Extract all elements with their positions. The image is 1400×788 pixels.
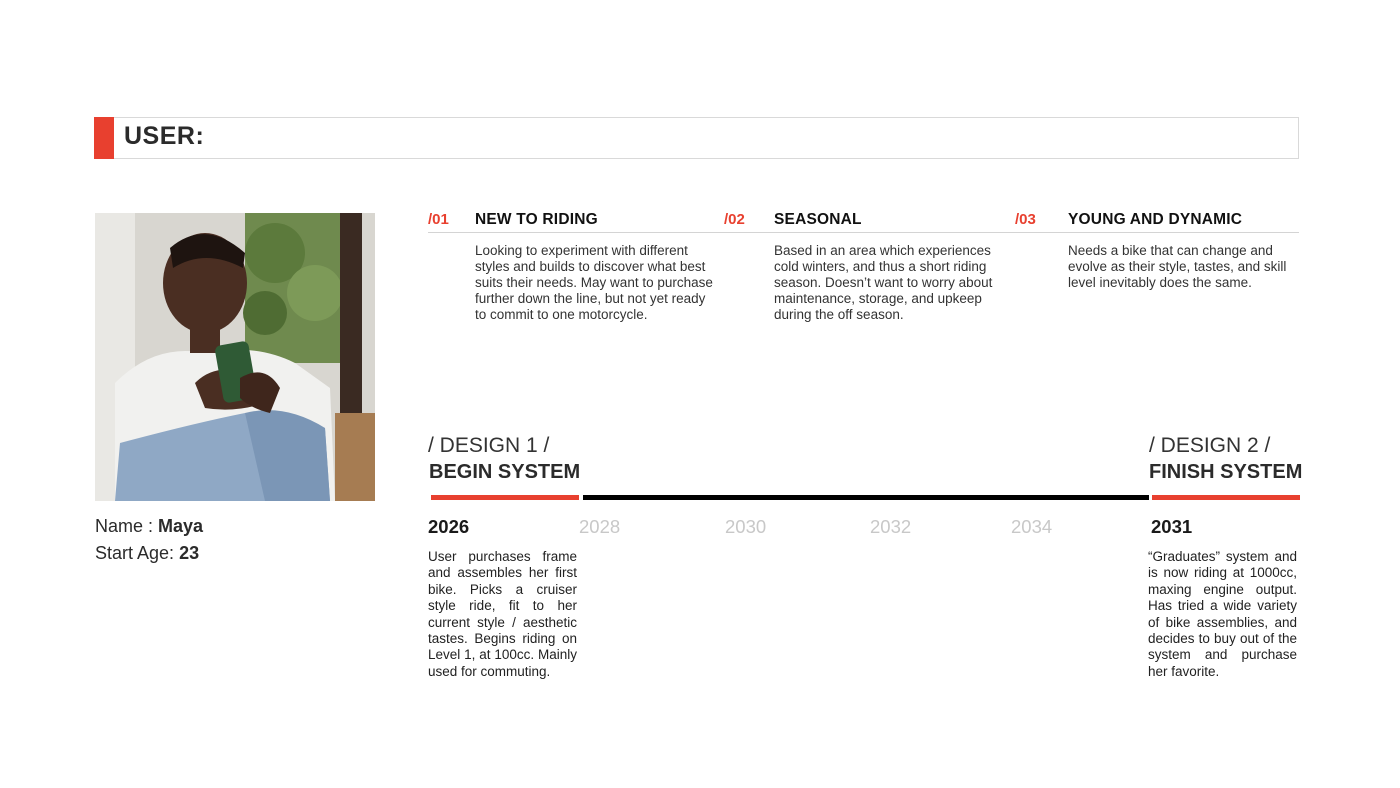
timeline-year: 2032 xyxy=(870,516,912,537)
design-1-label: / DESIGN 1 / xyxy=(428,434,550,457)
trait-3-text: Needs a bike that can change and evolve as their style, tastes, and skill level inevitably does the same. xyxy=(1068,243,1287,290)
trait-3-number: /03 xyxy=(1015,211,1036,228)
trait-2-title: SEASONAL xyxy=(774,211,862,228)
timeline-middle-segment xyxy=(583,495,1149,500)
trait-2-text: Based in an area which experiences cold winters, and thus a short riding season. Doesn’t want to worry about maintenance, storage, and upkeep during the off season. xyxy=(774,243,993,322)
timeline-year: 2030 xyxy=(725,516,767,537)
trait-1-title: NEW TO RIDING xyxy=(475,211,598,228)
trait-1-text: Looking to experiment with different styles and builds to discover what best suits their needs. May want to purchase further down the line, but not yet ready to commit to one motorcycle. xyxy=(475,243,713,322)
page-title: USER: xyxy=(124,122,205,150)
timeline-year: 2034 xyxy=(1011,516,1053,537)
age-label: Start Age: xyxy=(95,543,180,563)
timeline-year: 2028 xyxy=(579,516,621,537)
header-box xyxy=(94,117,1299,159)
design-2-subtitle: FINISH SYSTEM xyxy=(1149,461,1303,483)
name-label: Name : xyxy=(95,516,159,536)
design-2-label: / DESIGN 2 / xyxy=(1149,434,1271,457)
timeline-end-year: 2031 xyxy=(1151,516,1193,537)
timeline-start-segment xyxy=(431,495,579,500)
trait-2-number: /02 xyxy=(724,211,745,228)
trait-1-number: /01 xyxy=(428,211,449,228)
design-1-subtitle: BEGIN SYSTEM xyxy=(429,461,581,483)
timeline-start-year: 2026 xyxy=(428,516,470,537)
timeline-end-segment xyxy=(1152,495,1300,500)
traits-divider xyxy=(428,232,1299,233)
timeline-end-description: “Graduates” system and is now riding at 1000cc, maxing engine output. Has tried a wide variety of bike assemblies, and decides to buy out of the system and purchase her favorite. xyxy=(1148,549,1297,679)
header-accent-bar xyxy=(94,117,114,159)
user-name xyxy=(95,516,203,537)
timeline-start-description: User purchases frame and assembles her first bike. Picks a cruiser style ride, fit to her current style / aesthetic tastes. Begins riding on Level 1, at 100cc. Mainly used for commuting. xyxy=(428,549,577,679)
user-age xyxy=(95,543,199,564)
age-value: 23 xyxy=(179,543,200,563)
name-value: Maya xyxy=(158,516,204,536)
user-photo xyxy=(95,213,375,501)
trait-3-title: YOUNG AND DYNAMIC xyxy=(1068,211,1243,228)
